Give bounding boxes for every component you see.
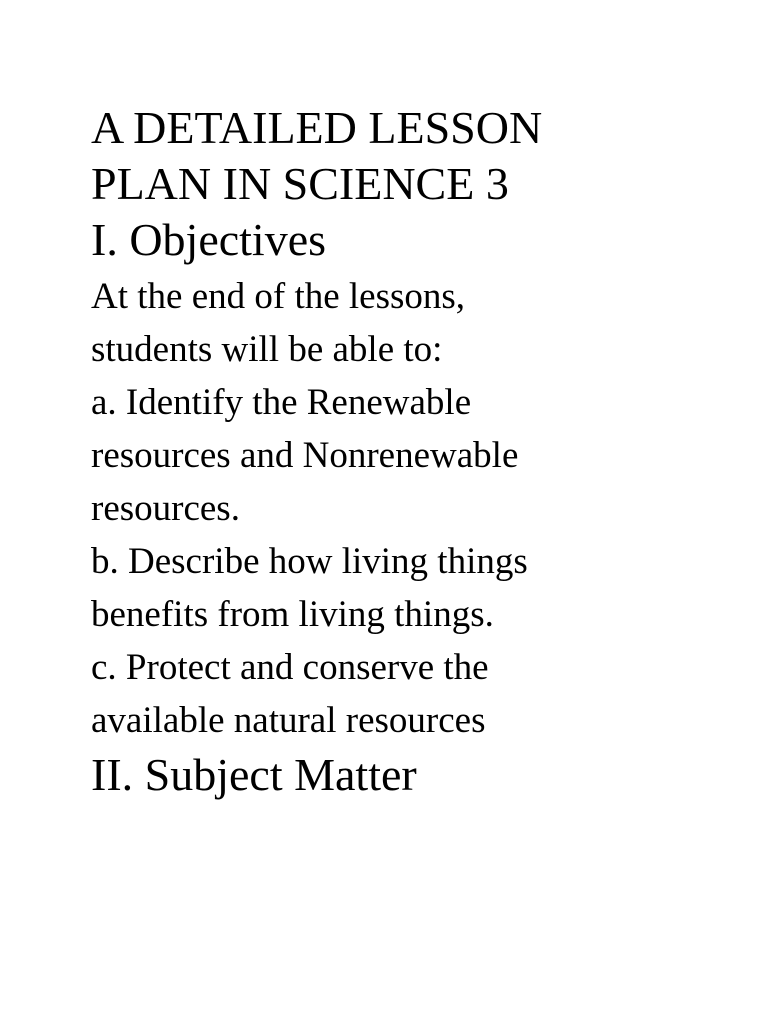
text-line: c. Protect and conserve the (91, 647, 489, 688)
objectives-heading: I. Objectives (91, 214, 327, 265)
objective-c (91, 641, 751, 747)
text-line: available natural resources (91, 700, 486, 741)
text-line: At the end of the lessons, (91, 276, 466, 317)
title-line: A DETAILED LESSON (91, 102, 543, 153)
title-line: PLAN IN SCIENCE 3 (91, 158, 509, 209)
text-line: a. Identify the Renewable (91, 382, 472, 423)
lesson-plan-page (91, 100, 751, 805)
subject-matter-heading: II. Subject Matter (91, 749, 417, 800)
text-line: students will be able to: (91, 329, 443, 370)
objectives-intro (91, 270, 751, 376)
text-line: b. Describe how living things (91, 541, 528, 582)
objective-a (91, 376, 751, 535)
document-title (91, 100, 751, 212)
text-line: benefits from living things. (91, 594, 494, 635)
objective-b (91, 535, 751, 641)
text-line: resources. (91, 488, 240, 529)
text-line: resources and Nonrenewable (91, 435, 519, 476)
